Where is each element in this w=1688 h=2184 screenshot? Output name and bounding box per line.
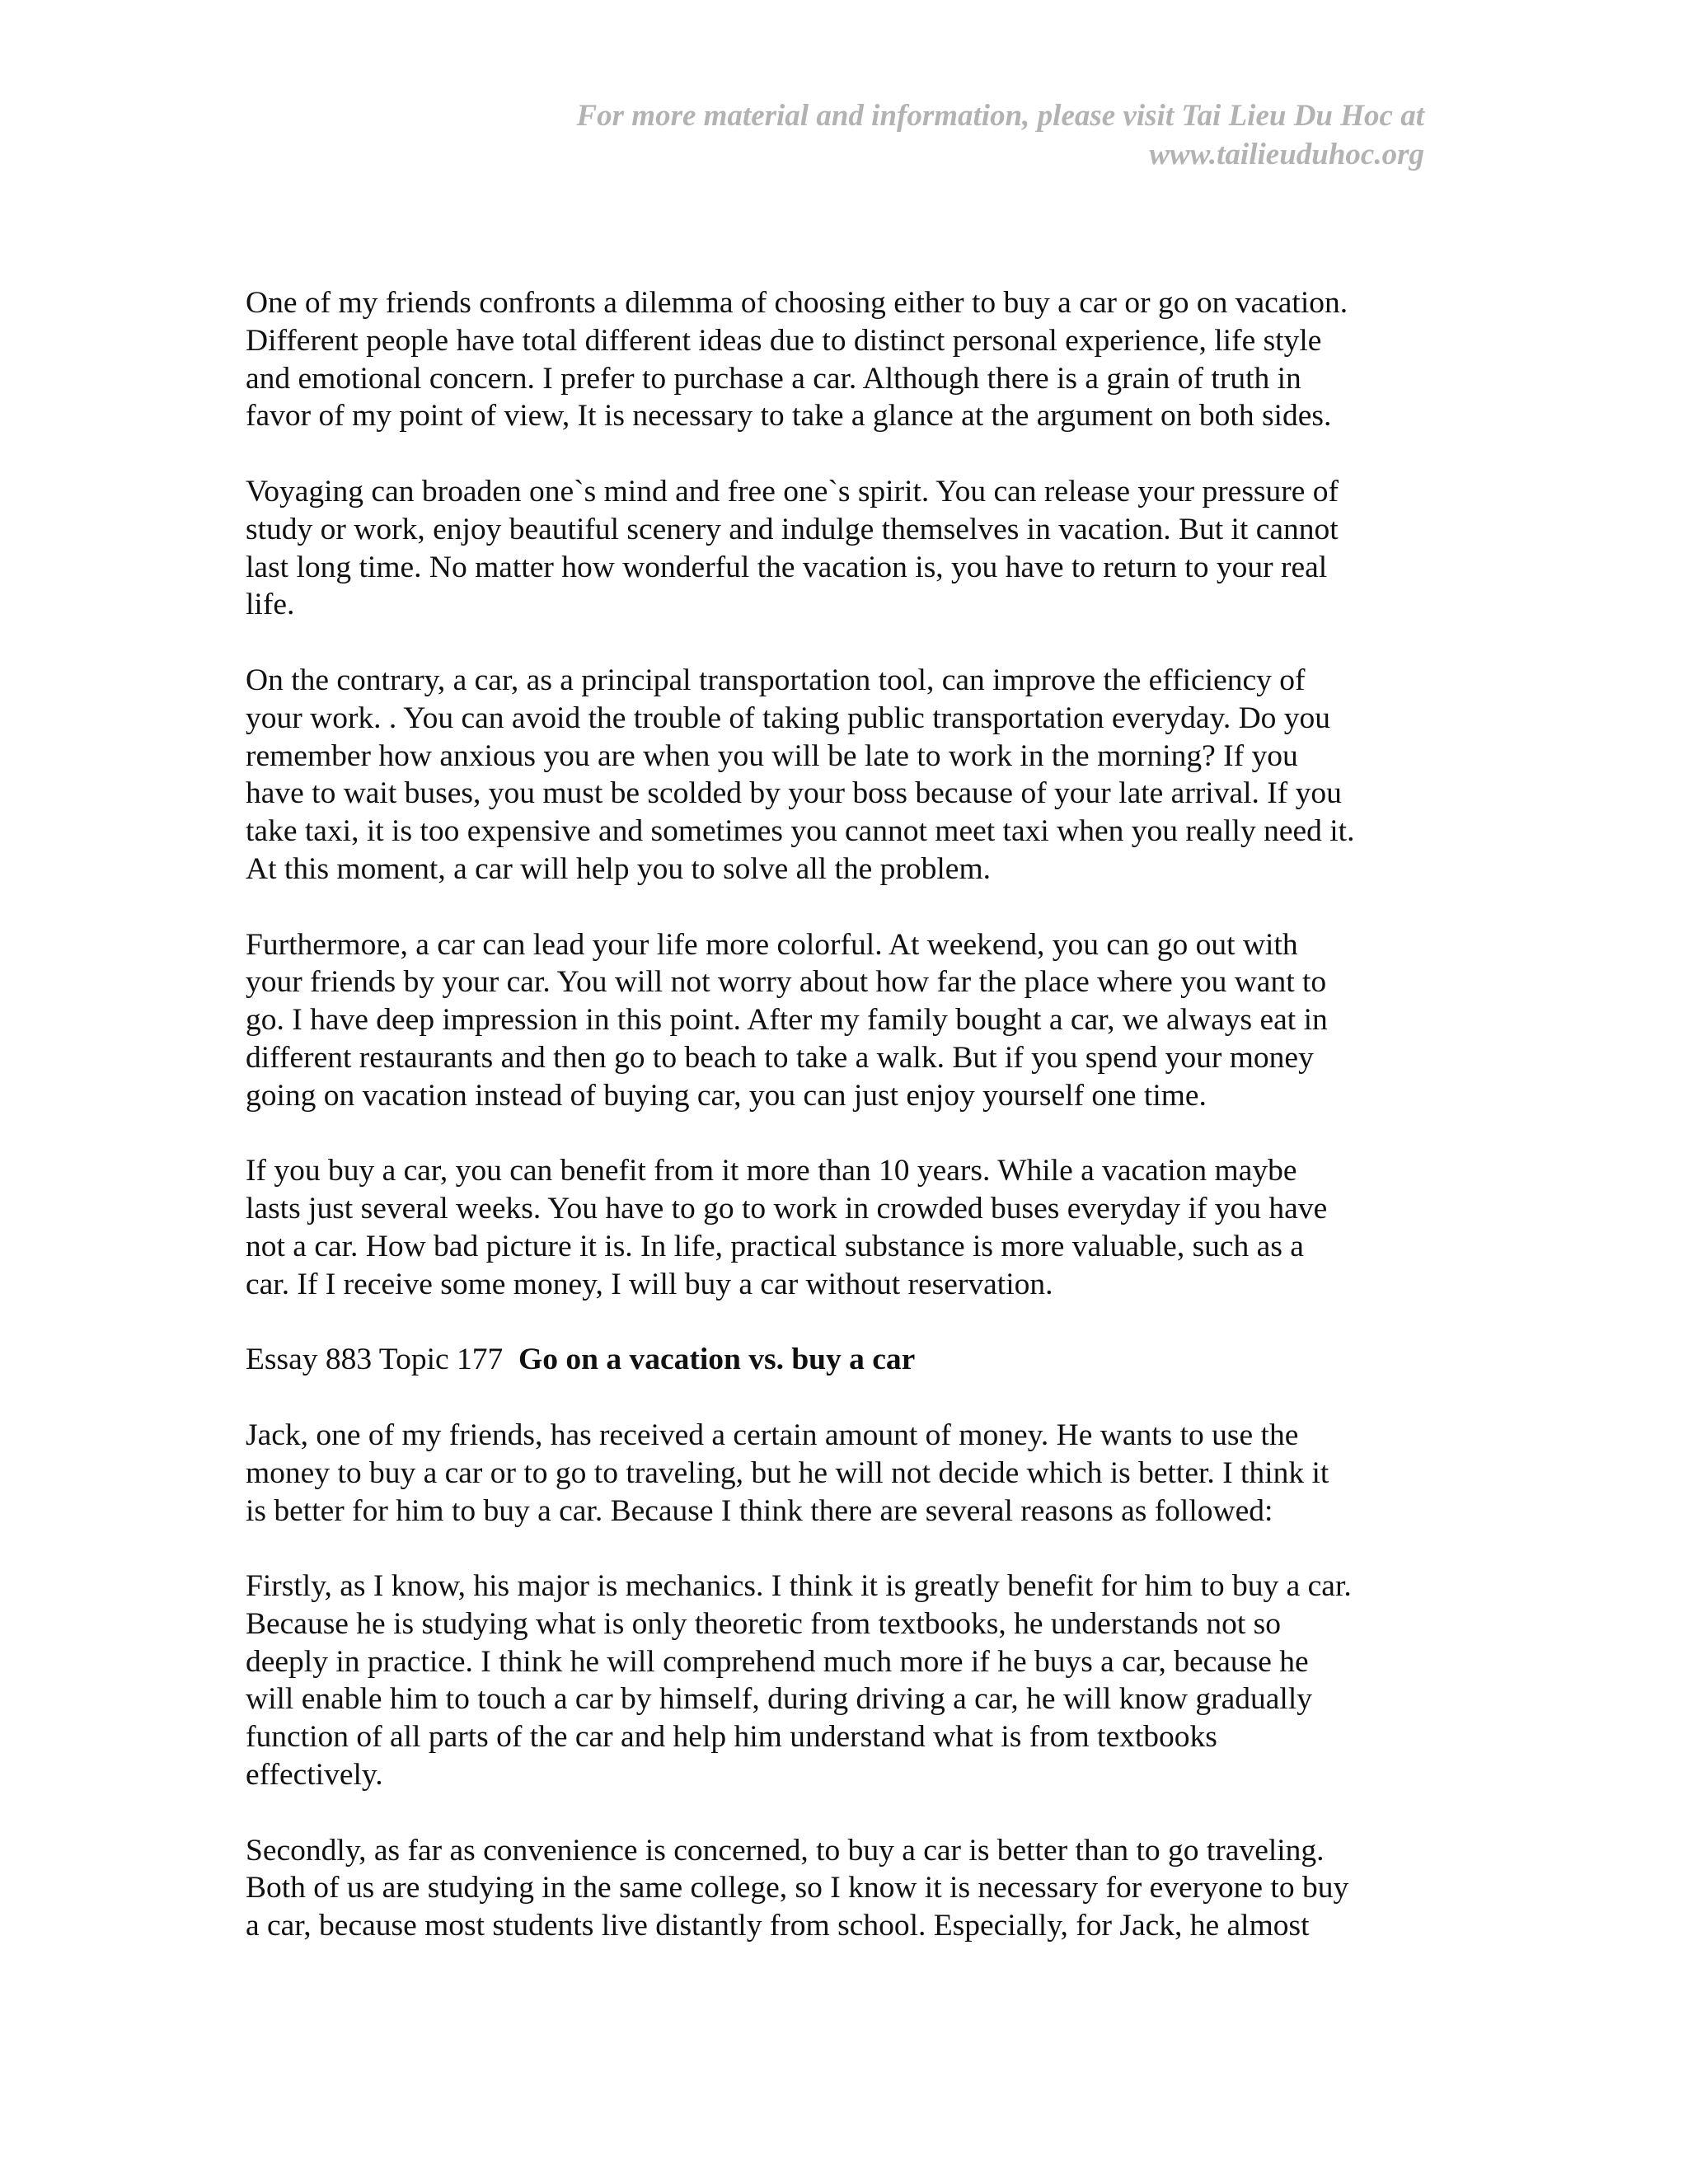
text-line: Furthermore, a car can lead your life more colorful. At weekend, you can go out with <box>246 927 1298 962</box>
text-line: remember how anxious you are when you will be late to work in the morning? If you <box>246 738 1298 773</box>
text-line: If you buy a car, you can benefit from it more than 10 years. While a vacation maybe <box>246 1154 1297 1188</box>
text-line: going on vacation instead of buying car, you can just enjoy yourself one time. <box>246 1078 1207 1113</box>
text-line: is better for him to buy a car. Because I think there are several reasons as followed: <box>246 1493 1273 1528</box>
text-line: different restaurants and then go to beach to take a walk. But if you spend your money <box>246 1040 1314 1075</box>
header-url: www.tailieuduhoc.org <box>1149 138 1424 171</box>
essay-title: Go on a vacation vs. buy a car <box>518 1343 916 1377</box>
paragraph-5 <box>246 1152 1449 1303</box>
text-line: will enable him to touch a car by himself, during driving a car, he will know gradually <box>246 1682 1312 1717</box>
text-line: Firstly, as I know, his major is mechanics. I think it is greatly benefit for him to buy a car. <box>246 1569 1352 1604</box>
text-line: life. <box>246 588 295 622</box>
text-line: lasts just several weeks. You have to go to work in crowded buses everyday if you have <box>246 1192 1328 1226</box>
page-header <box>353 96 1424 174</box>
paragraph-4 <box>246 926 1449 1115</box>
text-line: not a car. How bad picture it is. In life, practical substance is more valuable, such as a <box>246 1229 1304 1263</box>
text-line: At this moment, a car will help you to solve all the problem. <box>246 851 991 886</box>
text-line: Jack, one of my friends, has received a certain amount of money. He wants to use the <box>246 1418 1299 1452</box>
paragraph-7 <box>246 1568 1449 1794</box>
text-line: Voyaging can broaden one`s mind and free one`s spirit. You can release your pressure of <box>246 474 1339 509</box>
text-line: Both of us are studying in the same college, so I know it is necessary for everyone to buy <box>246 1871 1349 1905</box>
text-line: effectively. <box>246 1758 383 1793</box>
paragraph-3 <box>246 662 1449 888</box>
text-line: your friends by your car. You will not worry about how far the place where you want to <box>246 965 1327 1000</box>
essay-label: Essay 883 Topic 177 <box>246 1343 504 1377</box>
text-line: go. I have deep impression in this point. After my family bought a car, we always eat in <box>246 1003 1328 1038</box>
text-line: study or work, enjoy beautiful scenery and indulge themselves in vacation. But it cannot <box>246 512 1339 546</box>
essay-heading <box>246 1341 1449 1379</box>
text-line: car. If I receive some money, I will buy a car without reservation. <box>246 1267 1053 1301</box>
text-line: Different people have total different ideas due to distinct personal experience, life style <box>246 323 1322 358</box>
text-line: favor of my point of view, It is necessary to take a glance at the argument on both sides. <box>246 399 1332 434</box>
header-line-1: For more material and information, please visit Tai Lieu Du Hoc at <box>576 99 1424 133</box>
text-line: take taxi, it is too expensive and sometimes you cannot meet taxi when you really need it. <box>246 814 1355 849</box>
text-line: money to buy a car or to go to traveling, but he will not decide which is better. I think it <box>246 1455 1329 1490</box>
text-line: your work. . You can avoid the trouble of taking public transportation everyday. Do you <box>246 701 1331 735</box>
paragraph-6 <box>246 1417 1449 1530</box>
text-line: have to wait buses, you must be scolded by your boss because of your late arrival. If you <box>246 776 1342 811</box>
text-line: On the contrary, a car, as a principal transportation tool, can improve the efficiency of <box>246 663 1306 697</box>
text-line: One of my friends confronts a dilemma of choosing either to buy a car or go on vacation. <box>246 286 1348 320</box>
paragraph-2 <box>246 473 1449 624</box>
text-line: a car, because most students live distantly from school. Especially, for Jack, he almost <box>246 1909 1310 1943</box>
paragraph-8 <box>246 1832 1449 1945</box>
document-body <box>246 284 1449 1983</box>
text-line: function of all parts of the car and help him understand what is from textbooks <box>246 1720 1217 1755</box>
text-line: Because he is studying what is only theoretic from textbooks, he understands not so <box>246 1606 1282 1641</box>
paragraph-1 <box>246 284 1449 435</box>
text-line: Secondly, as far as convenience is concerned, to buy a car is better than to go traveling. <box>246 1833 1325 1868</box>
text-line: and emotional concern. I prefer to purchase a car. Although there is a grain of truth in <box>246 361 1301 396</box>
text-line: last long time. No matter how wonderful the vacation is, you have to return to your real <box>246 550 1328 584</box>
text-line: deeply in practice. I think he will comprehend much more if he buys a car, because he <box>246 1644 1309 1679</box>
